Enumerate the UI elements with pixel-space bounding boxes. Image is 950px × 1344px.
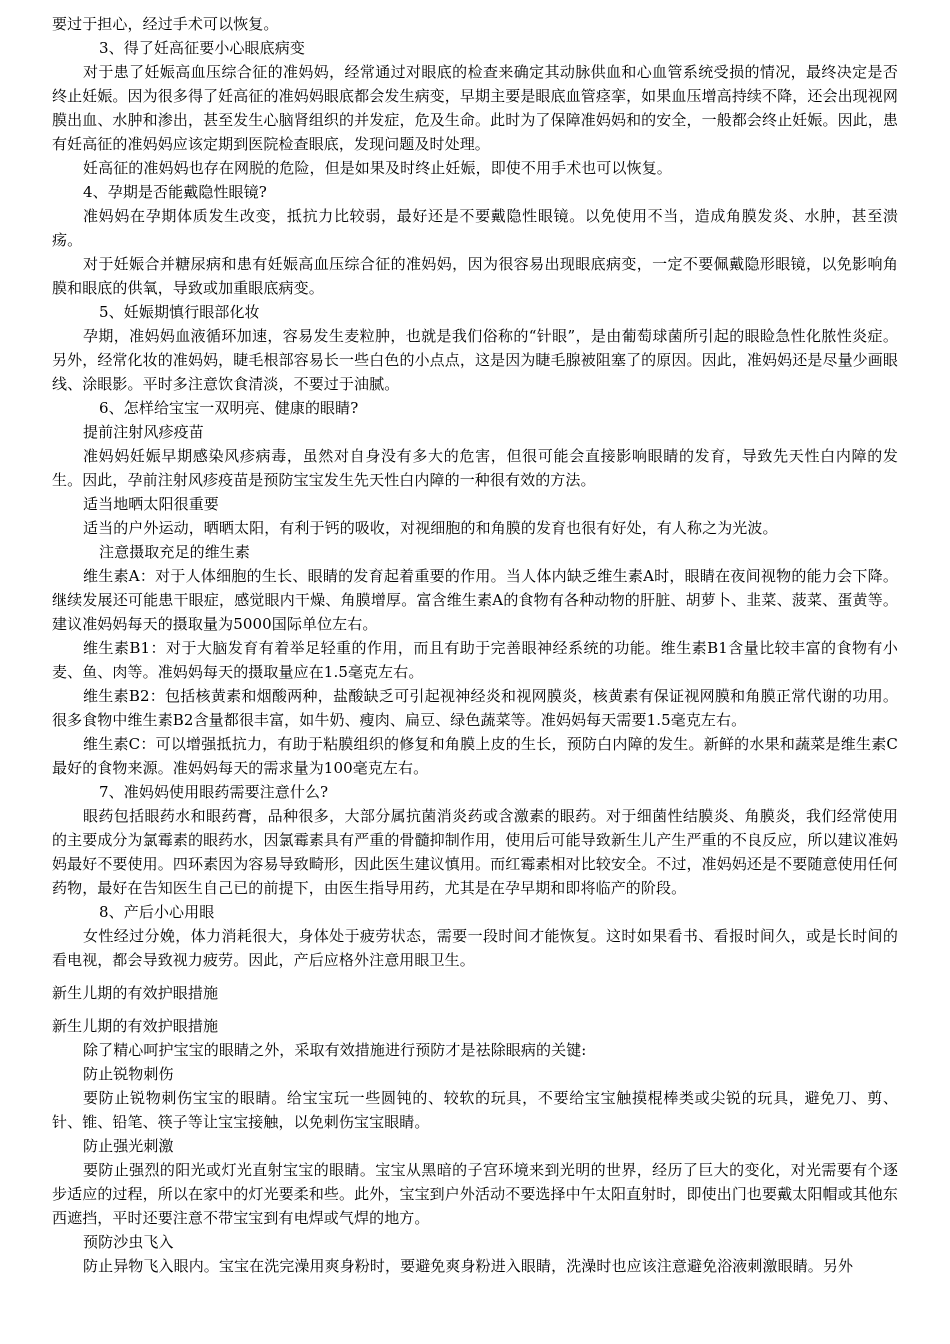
paragraph: 要防止锐物刺伤宝宝的眼睛。给宝宝玩一些圆钝的、较软的玩具，不要给宝宝触摸棍棒类或尖锐的玩具，避免刀、剪、针、锥、铅笔、筷子等让宝宝接触，以免刺伤宝宝眼睛。 [52,1089,898,1131]
paragraph: 孕期，准妈妈血液循环加速，容易发生麦粒肿，也就是我们俗称的“针眼”，是由葡萄球菌所引起的眼睑急性化脓性炎症。另外，经常化妆的准妈妈，睫毛根部容易长一些白色的小点点，这是因为睫毛腺被阻塞了的原因。因此，准妈妈还是尽量少画眼线、涂眼影。平时多注意饮食清淡，不要过于油腻。 [52,327,898,393]
subheading: 预防沙虫飞入 [83,1233,174,1251]
section-heading-5: 5、妊娠期慎行眼部化妆 [99,303,260,321]
section-heading-8: 8、产后小心用眼 [99,903,215,921]
section-heading-7: 7、准妈妈使用眼药需要注意什么? [99,783,329,801]
paragraph: 防止异物飞入眼内。宝宝在洗完澡用爽身粉时，要避免爽身粉进入眼睛，洗澡时也应该注意避免浴液刺激眼睛。另外 [83,1257,854,1275]
paragraph: 除了精心呵护宝宝的眼睛之外，采取有效措施进行预防才是祛除眼病的关键: [83,1041,587,1059]
section-heading-6: 6、怎样给宝宝一双明亮、健康的眼睛? [99,399,359,417]
paragraph: 要防止强烈的阳光或灯光直射宝宝的眼睛。宝宝从黑暗的子宫环境来到光明的世界，经历了巨大的变化，对光需要有个逐步适应的过程，所以在家中的灯光要柔和些。此外，宝宝到户外活动不要选择中午太阳直射时，即使出门也要戴太阳帽或其他东西遮挡，平时还要注意不带宝宝到有电焊或气焊的地方。 [52,1161,898,1227]
paragraph: 维生素B2：包括核黄素和烟酸两种，盐酸缺乏可引起视神经炎和视网膜炎，核黄素有保证视网膜和角膜正常代谢的功用。很多食物中维生素B2含量都很丰富，如牛奶、瘦肉、扁豆、绿色蔬菜等。准妈妈每天需要1.5毫克左右。 [52,687,898,729]
paragraph-continuation: 要过于担心，经过手术可以恢复。 [52,15,279,33]
paragraph: 眼药包括眼药水和眼药膏，品种很多，大部分属抗菌消炎药或含激素的眼药。对于细菌性结膜炎、角膜炎，我们经常使用的主要成分为氯霉素的眼药水，因氯霉素具有严重的骨髓抑制作用，使用后可能导致新生儿产生严重的不良反应，所以建议准妈妈最好不要使用。四环素因为容易导致畸形，因此医生建议慎用。而红霉素相对比较安全。不过，准妈妈还是不要随意使用任何药物，最好在告知医生自己已的前提下，由医生指导用药，尤其是在孕早期和即将临产的阶段。 [52,807,898,897]
paragraph: 维生素C：可以增强抵抗力，有助于粘膜组织的修复和角膜上皮的生长，预防白内障的发生。新鲜的水果和蔬菜是维生素C最好的食物来源。准妈妈每天的需求量为100毫克左右。 [52,735,898,777]
section-heading-4: 4、孕期是否能戴隐性眼镜? [83,183,267,201]
subheading: 适当地晒太阳很重要 [83,495,219,513]
paragraph: 维生素B1：对于大脑发育有着举足轻重的作用，而且有助于完善眼神经系统的功能。维生素B1含量比较丰富的食物有小麦、鱼、肉等。准妈妈每天的摄取量应在1.5毫克左右。 [52,639,898,681]
article-title: 新生儿期的有效护眼措施 [52,984,219,1002]
paragraph: 妊高征的准妈妈也存在网脱的危险，但是如果及时终止妊娠，即使不用手术也可以恢复。 [83,159,672,177]
paragraph: 维生素A：对于人体细胞的生长、眼睛的发育起着重要的作用。当人体内缺乏维生素A时，眼睛在夜间视物的能力会下降。继续发展还可能患干眼症，感觉眼内干燥、角膜增厚。富含维生素A的食物有各种动物的肝脏、胡萝卜、韭菜、菠菜、蛋黄等。建议准妈妈每天的摄取量为5000国际单位左右。 [52,567,898,633]
subheading: 注意摄取充足的维生素 [99,543,251,561]
section-heading-3: 3、得了妊高征要小心眼底病变 [99,39,305,57]
article-title: 新生儿期的有效护眼措施 [52,1017,219,1035]
paragraph: 准妈妈妊娠早期感染风疹病毒，虽然对自身没有多大的危害，但很可能会直接影响眼睛的发育，导致先天性白内障的发生。因此，孕前注射风疹疫苗是预防宝宝发生先天性白内障的一种很有效的方法。 [52,447,898,489]
paragraph: 对于患了妊娠高血压综合征的准妈妈，经常通过对眼底的检查来确定其动脉供血和心血管系统受损的情况，最终决定是否终止妊娠。因为很多得了妊高征的准妈妈眼底都会发生病变，早期主要是眼底血管痉挛，如果血压增高持续不降，还会出现视网膜出血、水肿和渗出，甚至发生心脑肾组织的并发症，危及生命。此时为了保障准妈妈和的安全，一般都会终止妊娠。因此，患有妊高征的准妈妈应该定期到医院检查眼底，发现问题及时处理。 [52,63,898,153]
subheading: 防止锐物刺伤 [83,1065,174,1083]
paragraph: 适当的户外运动，晒晒太阳，有利于钙的吸收，对视细胞的和角膜的发育也很有好处，有人称之为光波。 [83,519,778,537]
paragraph: 对于妊娠合并糖尿病和患有妊娠高血压综合征的准妈妈，因为很容易出现眼底病变，一定不要佩戴隐形眼镜，以免影响角膜和眼底的供氧，导致或加重眼底病变。 [52,255,898,297]
paragraph: 准妈妈在孕期体质发生改变，抵抗力比较弱，最好还是不要戴隐性眼镜。以免使用不当，造成角膜发炎、水肿，甚至溃疡。 [52,207,898,249]
paragraph: 女性经过分娩，体力消耗很大，身体处于疲劳状态，需要一段时间才能恢复。这时如果看书、看报时间久，或是长时间的看电视，都会导致视力疲劳。因此，产后应格外注意用眼卫生。 [52,927,898,969]
subheading: 提前注射风疹疫苗 [83,423,204,441]
subheading: 防止强光刺激 [83,1137,174,1155]
